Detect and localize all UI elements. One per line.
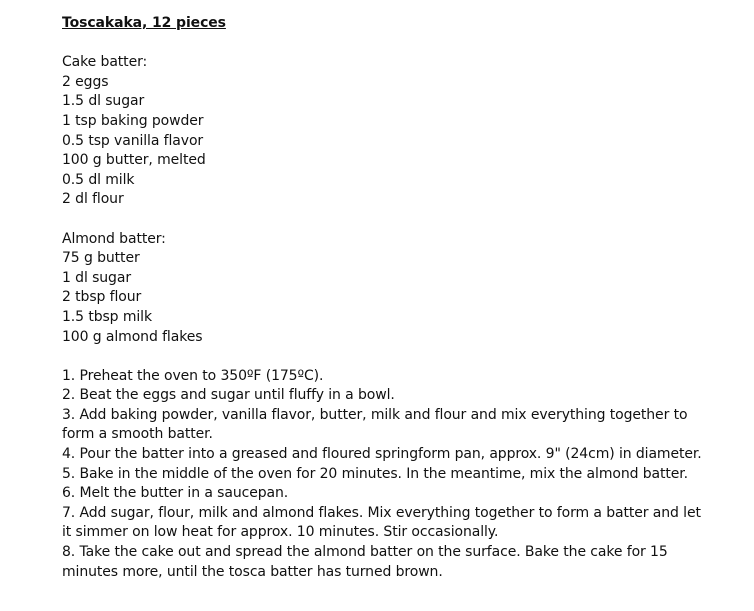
instruction-step: 8. Take the cake out and spread the almond batter on the surface. Bake the cake for 15 minutes more, until the tosca batter has turned brown. — [62, 544, 668, 580]
instruction-step: 4. Pour the batter into a greased and floured springform pan, approx. 9" (24cm) in diameter. — [62, 446, 702, 463]
ingredient-item: 75 g butter — [62, 250, 140, 267]
cake-batter-heading: Cake batter: — [62, 54, 148, 71]
instruction-step: 7. Add sugar, flour, milk and almond flakes. Mix everything together to form a batter and let it simmer on low heat for approx. 10 minutes. Stir occasionally. — [62, 504, 701, 541]
instruction-step: 6. Melt the butter in a saucepan. — [62, 485, 289, 502]
ingredient-item: 2 dl flour — [62, 191, 124, 208]
ingredient-item: 0.5 dl milk — [62, 171, 135, 188]
cake-batter-list — [62, 73, 702, 210]
instruction-step: 5. Bake in the middle of the oven for 20 minutes. In the meantime, mix the almond batter. — [62, 465, 689, 482]
ingredient-item: 0.5 tsp vanilla flavor — [62, 132, 204, 149]
ingredient-item: 1.5 dl sugar — [62, 93, 145, 110]
instruction-step: 2. Beat the eggs and sugar until fluffy in a bowl. — [62, 387, 395, 404]
almond-batter-list — [62, 249, 702, 347]
instruction-step: 1. Preheat the oven to 350ºF (175ºC). — [62, 367, 324, 384]
almond-batter-section — [62, 230, 702, 348]
ingredient-item: 1 tsp baking powder — [62, 112, 204, 129]
recipe-title: Toscakaka, 12 pieces — [62, 15, 226, 31]
ingredient-item: 1.5 tbsp milk — [62, 308, 152, 325]
instructions-section — [62, 367, 702, 583]
cake-batter-section — [62, 53, 702, 210]
ingredient-item: 1 dl sugar — [62, 269, 131, 286]
ingredient-item: 100 g almond flakes — [62, 328, 203, 345]
instruction-step: 3. Add baking powder, vanilla flavor, butter, milk and flour and mix everything together to form a smooth batter. — [62, 406, 688, 443]
almond-batter-heading: Almond batter: — [62, 230, 166, 247]
ingredient-item: 100 g butter, melted — [62, 152, 206, 169]
ingredient-item: 2 tbsp flour — [62, 289, 142, 306]
recipe-document — [62, 14, 702, 602]
instructions-list — [62, 367, 702, 583]
ingredient-item: 2 eggs — [62, 73, 109, 90]
